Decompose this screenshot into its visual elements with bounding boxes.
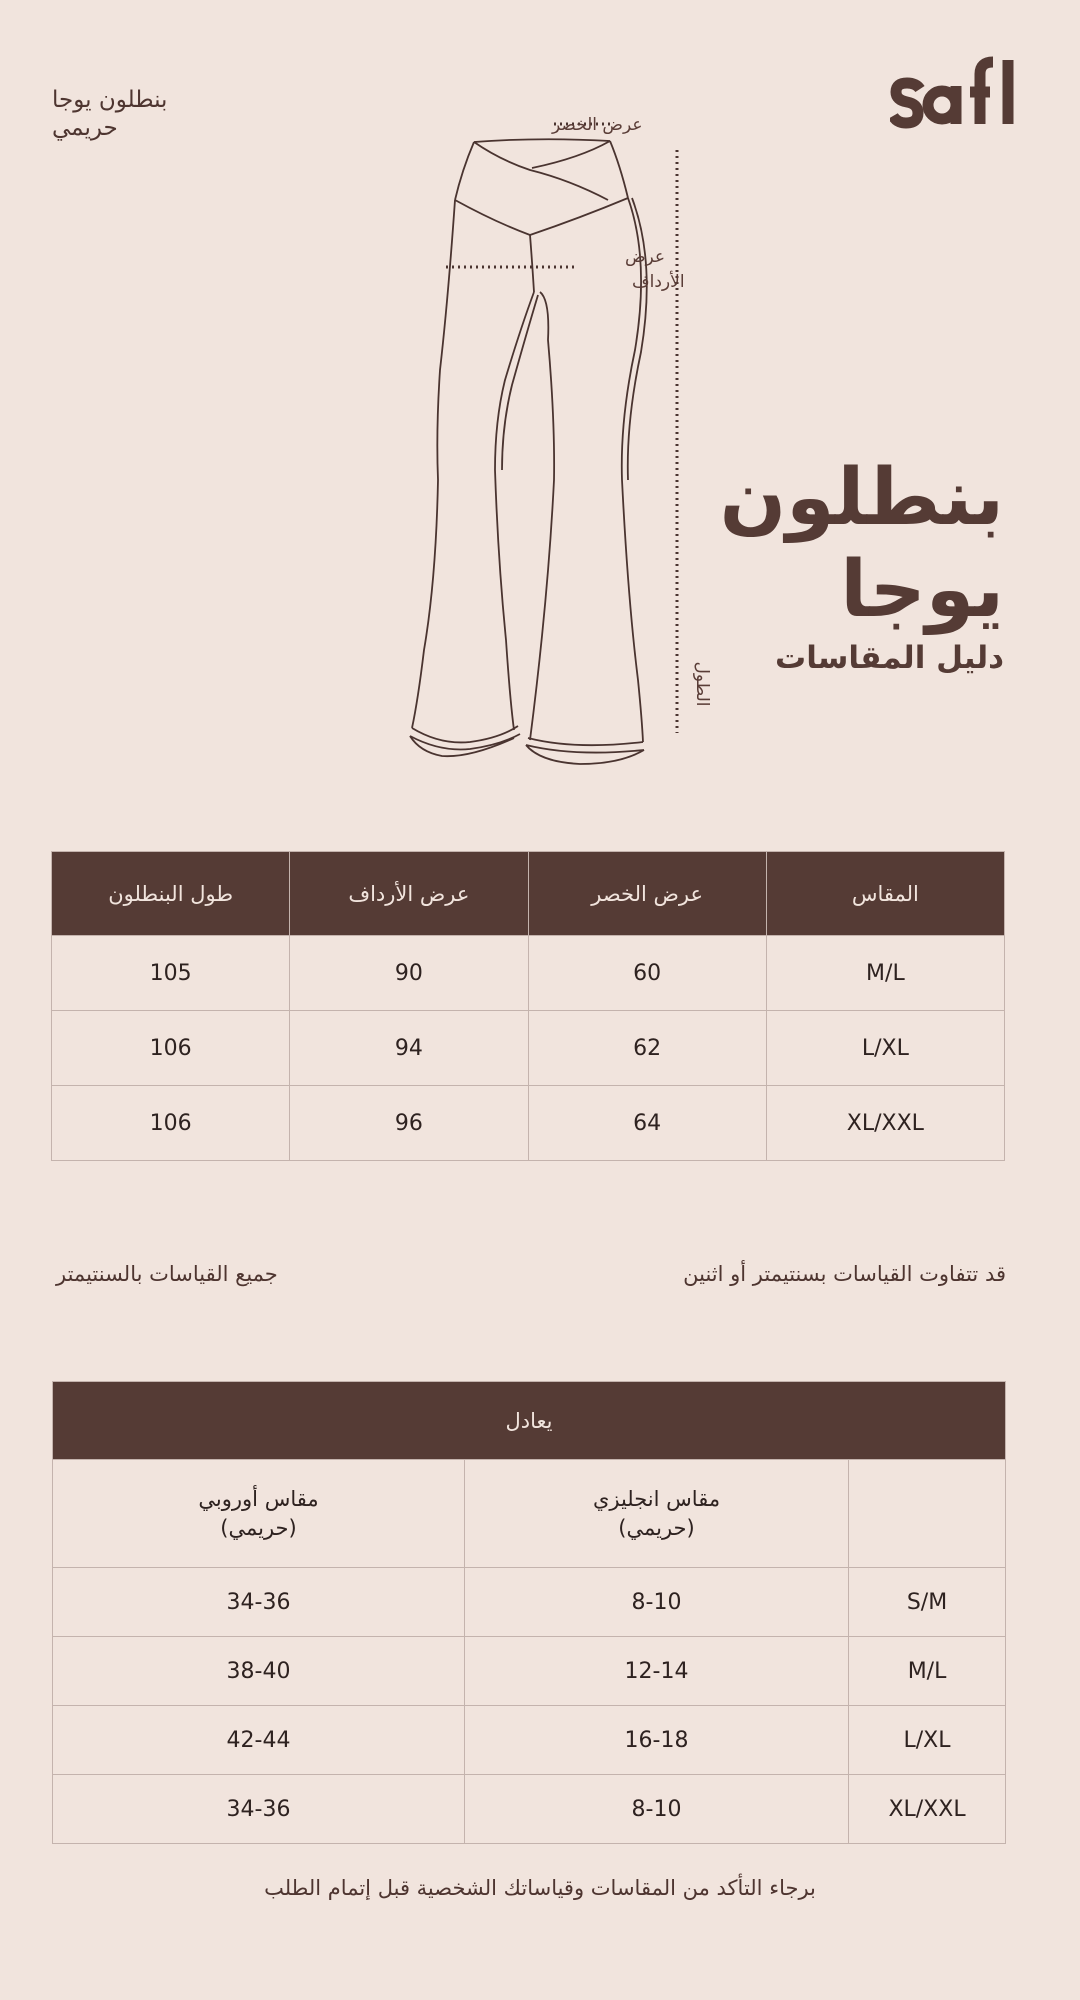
cell-length: 106: [52, 1086, 290, 1161]
table-row: [53, 1706, 1006, 1775]
pants-diagram: [396, 110, 716, 770]
cell-size: M/L: [766, 936, 1004, 1011]
cell-hip: 94: [290, 1011, 528, 1086]
table-row: [52, 1011, 1005, 1086]
cell-size: XL/XXL: [849, 1775, 1006, 1844]
hip-label-line1: عرض: [625, 247, 666, 267]
equivalence-title-row: [53, 1382, 1006, 1460]
cell-eu: 38-40: [53, 1637, 465, 1706]
header-uk-size: [465, 1460, 849, 1568]
table-row: [52, 936, 1005, 1011]
equivalence-title: يعادل: [53, 1382, 1006, 1460]
cell-length: 105: [52, 936, 290, 1011]
cell-length: 106: [52, 1011, 290, 1086]
equivalence-header-row: [53, 1460, 1006, 1568]
hero-title: [720, 452, 1004, 636]
size-table: [51, 851, 1005, 1161]
product-name-line1: بنطلون يوجا: [52, 87, 168, 113]
cell-waist: 64: [528, 1086, 766, 1161]
header-eu-line2: (حريمي): [220, 1515, 297, 1540]
header-length: طول البنطلون: [52, 852, 290, 936]
header-uk-line1: مقاس انجليزي: [592, 1486, 721, 1511]
header-empty: [849, 1460, 1006, 1568]
header-eu-size: [53, 1460, 465, 1568]
header-hip: عرض الأرداف: [290, 852, 528, 936]
hero-title-line2: يوجا: [840, 545, 1004, 635]
length-label: الطول: [692, 661, 712, 707]
cell-uk: 8-10: [465, 1775, 849, 1844]
cell-uk: 16-18: [465, 1706, 849, 1775]
cell-size: L/XL: [766, 1011, 1004, 1086]
cell-waist: 60: [528, 936, 766, 1011]
cell-hip: 90: [290, 936, 528, 1011]
cell-eu: 34-36: [53, 1568, 465, 1637]
brand-logo: [890, 56, 1018, 142]
header-eu-line1: مقاس أوروبي: [198, 1486, 319, 1511]
table-row: [53, 1568, 1006, 1637]
size-table-header-row: [52, 852, 1005, 936]
hero-title-line1: بنطلون: [719, 453, 1004, 543]
product-name: [52, 86, 167, 142]
cell-size: M/L: [849, 1637, 1006, 1706]
cell-size: L/XL: [849, 1706, 1006, 1775]
header-waist: عرض الخصر: [528, 852, 766, 936]
table-row: [52, 1086, 1005, 1161]
waist-label: عرض الخصر: [552, 115, 643, 135]
hero-subtitle: دليل المقاسات: [775, 640, 1004, 676]
cell-size: XL/XXL: [766, 1086, 1004, 1161]
footer-note: برجاء التأكد من المقاسات وقياساتك الشخصية قبل إتمام الطلب: [264, 1876, 816, 1900]
equivalence-table: [52, 1381, 1006, 1844]
hip-label-line2: الأرداف: [632, 272, 685, 292]
header-uk-line2: (حريمي): [618, 1515, 695, 1540]
units-note: جميع القياسات بالسنتيمتر: [56, 1262, 278, 1286]
cell-waist: 62: [528, 1011, 766, 1086]
table-row: [53, 1637, 1006, 1706]
cell-eu: 42-44: [53, 1706, 465, 1775]
cell-size: S/M: [849, 1568, 1006, 1637]
cell-uk: 12-14: [465, 1637, 849, 1706]
cell-eu: 34-36: [53, 1775, 465, 1844]
cell-hip: 96: [290, 1086, 528, 1161]
product-name-line2: حريمي: [52, 115, 118, 141]
table-row: [53, 1775, 1006, 1844]
header-size: المقاس: [766, 852, 1004, 936]
tolerance-note: قد تتفاوت القياسات بسنتيمتر أو اثنين: [683, 1262, 1006, 1286]
cell-uk: 8-10: [465, 1568, 849, 1637]
